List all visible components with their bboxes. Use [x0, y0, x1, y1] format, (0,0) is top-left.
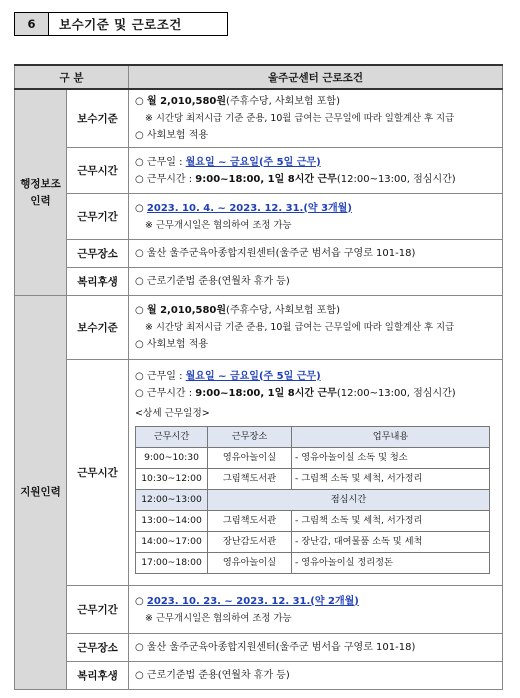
header-category: 구 분: [15, 65, 129, 89]
table-row: [15, 586, 503, 634]
schedule-row: 10:30~12:00 그림책도서관 - 그림책 소독 및 세척, 서가정리: [136, 468, 490, 489]
row-label-place: 근무장소: [67, 240, 129, 268]
table-row: [15, 240, 503, 268]
section-header: [14, 12, 228, 36]
section-title: 보수기준 및 근로조건: [48, 12, 228, 36]
schedule-title: <상세 근무일정>: [135, 407, 210, 419]
row-label-period: 근무기간: [67, 586, 129, 634]
period-content: ○ 2023. 10. 4. ~ 2023. 12. 31.(약 3개월) ※ 근무개시일은 협의하여 조정 가능: [129, 194, 503, 240]
table-row: [15, 148, 503, 194]
row-label-welfare: 복리후생: [67, 662, 129, 690]
row-label-pay: 보수기준: [67, 296, 129, 360]
row-label-period: 근무기간: [67, 194, 129, 240]
header-conditions: 울주군센터 근로조건: [129, 65, 503, 89]
table-row: [15, 360, 503, 586]
period-content: ○ 2023. 10. 23. ~ 2023. 12. 31.(약 2개월) ※ 근무개시일은 협의하여 조정 가능: [129, 586, 503, 634]
row-label-hours: 근무시간: [67, 148, 129, 194]
table-row: [15, 268, 503, 296]
table-row: [15, 662, 503, 690]
schedule-table: [135, 426, 490, 574]
table-row: [15, 89, 503, 148]
category-admin: 행정보조 인력: [15, 89, 67, 296]
working-conditions-table: [14, 64, 503, 690]
schedule-header-row: 근무시간 근무장소 업무내용: [136, 426, 490, 447]
place-content: ○ 울산 울주군육아종합지원센터(울주군 범서읍 구영로 101-18): [129, 240, 503, 268]
hours-content: ○ 근무일 : 월요일 ~ 금요일(주 5일 근무) ○ 근무시간 : 9:00~18:00, 1일 8시간 근무(12:00~13:00, 점심시간): [129, 148, 503, 194]
welfare-content: ○ 근로기준법 준용(연월차 휴가 등): [129, 662, 503, 690]
category-support: 지원인력: [15, 296, 67, 690]
table-row: [15, 194, 503, 240]
table-row: [15, 296, 503, 360]
table-header-row: [15, 65, 503, 89]
place-content: ○ 울산 울주군육아종합지원센터(울주군 범서읍 구영로 101-18): [129, 634, 503, 662]
schedule-row: 13:00~14:00 그림책도서관 - 그림책 소독 및 세척, 서가정리: [136, 510, 490, 531]
hours-content: ○ 근무일 : 월요일 ~ 금요일(주 5일 근무) ○ 근무시간 : 9:00~18:00, 1일 8시간 근무(12:00~13:00, 점심시간) <상세 근무일정> 근무시간 근무장소 업무내용 9:00~10:30 영유아놀이실 - 영유아놀이실 소독 및 청소 10:30~12:00 그림책도서관 - 그림책 소독 및 세척, 서가정리 12:00~13:00 점심시간 13:00~14:00 그림책도서관 - 그림책 소독 및 세척, 서가정리 14:00~17:00 장난감도서관 - 장난감, 대여물품 소독 및 세척 17:00~18:00 영유아놀이실 - 영유아놀이실 정리정돈: [129, 360, 503, 586]
schedule-row: 14:00~17:00 장난감도서관 - 장난감, 대여물품 소독 및 세척: [136, 531, 490, 552]
table-row: [15, 634, 503, 662]
row-label-hours: 근무시간: [67, 360, 129, 586]
welfare-content: ○ 근로기준법 준용(연월차 휴가 등): [129, 268, 503, 296]
schedule-row: 17:00~18:00 영유아놀이실 - 영유아놀이실 정리정돈: [136, 552, 490, 573]
row-label-welfare: 복리후생: [67, 268, 129, 296]
section-number: 6: [14, 12, 48, 36]
schedule-row: 9:00~10:30 영유아놀이실 - 영유아놀이실 소독 및 청소: [136, 447, 490, 468]
pay-content: ○ 월 2,010,580원(주휴수당, 사회보험 포함) ※ 시간당 최저시급 기준 준용, 10월 급여는 근무일에 따라 일할계산 후 지급 ○ 사회보험 적용: [129, 89, 503, 148]
pay-content: ○ 월 2,010,580원(주휴수당, 사회보험 포함) ※ 시간당 최저시급 기준 준용, 10월 급여는 근무일에 따라 일할계산 후 지급 ○ 사회보험 적용: [129, 296, 503, 360]
schedule-lunch-row: 12:00~13:00 점심시간: [136, 489, 490, 510]
row-label-pay: 보수기준: [67, 89, 129, 148]
row-label-place: 근무장소: [67, 634, 129, 662]
